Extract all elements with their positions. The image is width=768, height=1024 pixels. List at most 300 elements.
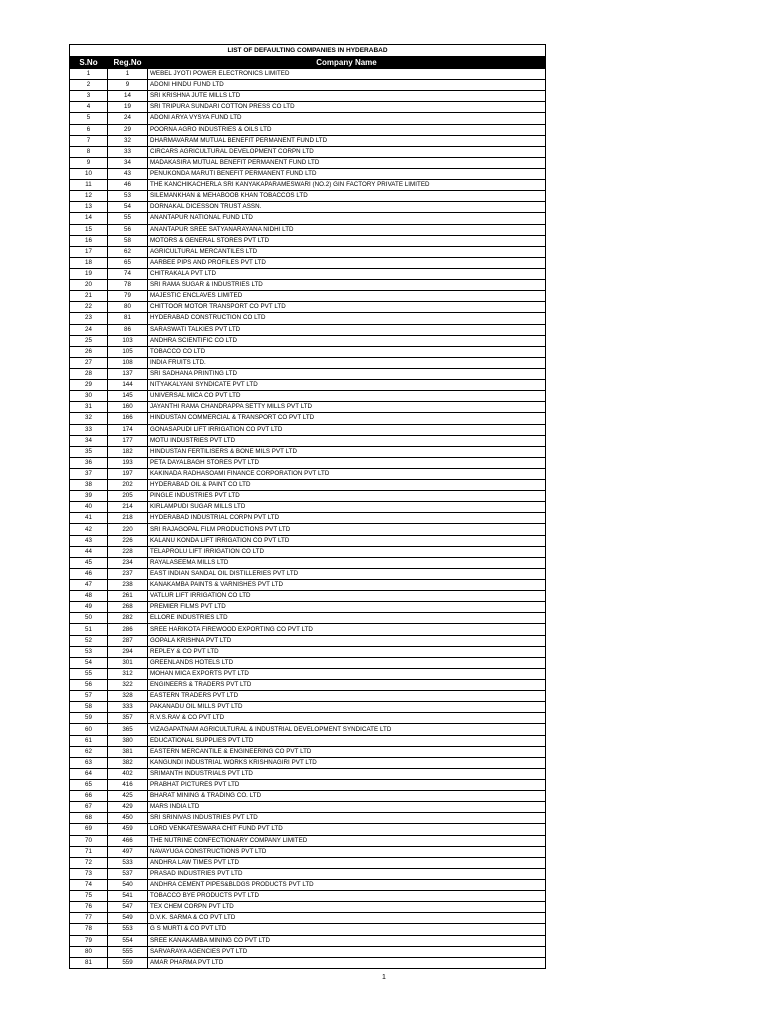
cell-sno: 67	[70, 802, 108, 813]
cell-regno: 108	[108, 357, 148, 368]
table-row	[70, 257, 546, 268]
cell-company-name: SRI RAJAGOPAL FILM PRODUCTIONS PVT LTD	[148, 524, 546, 535]
cell-sno: 25	[70, 335, 108, 346]
cell-sno: 1	[70, 69, 108, 80]
cell-regno: 547	[108, 902, 148, 913]
table-row	[70, 380, 546, 391]
cell-sno: 81	[70, 957, 108, 968]
page-number: 1	[382, 974, 386, 981]
cell-regno: 312	[108, 668, 148, 679]
table-row	[70, 246, 546, 257]
cell-regno: 43	[108, 168, 148, 179]
cell-company-name: MARS INDIA LTD	[148, 802, 546, 813]
table-row	[70, 802, 546, 813]
cell-sno: 17	[70, 246, 108, 257]
cell-company-name: SARVARAYA AGENCIES PVT LTD	[148, 946, 546, 957]
cell-regno: 466	[108, 835, 148, 846]
table-row	[70, 746, 546, 757]
cell-sno: 63	[70, 757, 108, 768]
table-row	[70, 235, 546, 246]
table-row	[70, 913, 546, 924]
cell-sno: 46	[70, 568, 108, 579]
cell-regno: 533	[108, 857, 148, 868]
table-row	[70, 957, 546, 968]
cell-regno: 382	[108, 757, 148, 768]
table-row	[70, 891, 546, 902]
table-row	[70, 757, 546, 768]
cell-company-name: HINDUSTAN COMMERCIAL & TRANSPORT CO PVT LTD	[148, 413, 546, 424]
cell-regno: 19	[108, 102, 148, 113]
cell-company-name: EDUCATIONAL SUPPLIES PVT LTD	[148, 735, 546, 746]
cell-sno: 68	[70, 813, 108, 824]
cell-sno: 3	[70, 91, 108, 102]
cell-sno: 10	[70, 168, 108, 179]
table-row	[70, 135, 546, 146]
cell-sno: 37	[70, 468, 108, 479]
table-row	[70, 468, 546, 479]
table-row	[70, 268, 546, 279]
cell-sno: 6	[70, 124, 108, 135]
table-row	[70, 824, 546, 835]
cell-sno: 40	[70, 502, 108, 513]
cell-sno: 7	[70, 135, 108, 146]
cell-regno: 555	[108, 946, 148, 957]
cell-sno: 41	[70, 513, 108, 524]
cell-company-name: THE KANCHIKACHERLA SRI KANYAKAPARAMESWARI (NO.2) GIN FACTORY PRIVATE LIMITED	[148, 180, 546, 191]
table-row	[70, 491, 546, 502]
cell-regno: 80	[108, 302, 148, 313]
cell-regno: 381	[108, 746, 148, 757]
cell-regno: 81	[108, 313, 148, 324]
table-row	[70, 402, 546, 413]
cell-regno: 286	[108, 624, 148, 635]
table-row	[70, 946, 546, 957]
cell-regno: 29	[108, 124, 148, 135]
cell-company-name: MADAKASIRA MUTUAL BENEFIT PERMANENT FUND LTD	[148, 157, 546, 168]
cell-regno: 144	[108, 380, 148, 391]
cell-sno: 60	[70, 724, 108, 735]
cell-sno: 72	[70, 857, 108, 868]
table-row	[70, 280, 546, 291]
cell-sno: 35	[70, 446, 108, 457]
cell-sno: 70	[70, 835, 108, 846]
cell-sno: 77	[70, 913, 108, 924]
cell-sno: 51	[70, 624, 108, 635]
cell-regno: 459	[108, 824, 148, 835]
cell-company-name: LORD VENKATESWARA CHIT FUND PVT LTD	[148, 824, 546, 835]
cell-company-name: AARBEE PIPS AND PROFILES PVT LTD	[148, 257, 546, 268]
cell-company-name: VIZAGAPATNAM AGRICULTURAL & INDUSTRIAL DEVELOPMENT SYNDICATE LTD	[148, 724, 546, 735]
defaulting-companies-table	[69, 44, 546, 969]
table-row	[70, 657, 546, 668]
cell-sno: 50	[70, 613, 108, 624]
cell-regno: 14	[108, 91, 148, 102]
table-row	[70, 624, 546, 635]
table-body	[70, 69, 546, 969]
table-row	[70, 780, 546, 791]
cell-regno: 429	[108, 802, 148, 813]
cell-regno: 268	[108, 602, 148, 613]
table-row	[70, 69, 546, 80]
cell-company-name: SRIMANTH INDUSTRIALS PVT LTD	[148, 768, 546, 779]
cell-sno: 48	[70, 591, 108, 602]
cell-company-name: GREENLANDS HOTELS LTD	[148, 657, 546, 668]
cell-company-name: GOPALA KRISHNA PVT LTD	[148, 635, 546, 646]
cell-company-name: EASTERN TRADERS PVT LTD	[148, 691, 546, 702]
table-row	[70, 391, 546, 402]
cell-regno: 78	[108, 280, 148, 291]
cell-regno: 46	[108, 180, 148, 191]
table-row	[70, 735, 546, 746]
cell-sno: 65	[70, 780, 108, 791]
cell-sno: 9	[70, 157, 108, 168]
cell-company-name: TELAPROLU LIFT IRRIGATION CO LTD	[148, 546, 546, 557]
cell-sno: 24	[70, 324, 108, 335]
cell-regno: 193	[108, 457, 148, 468]
cell-company-name: TOBACCO CO LTD	[148, 346, 546, 357]
cell-sno: 57	[70, 691, 108, 702]
cell-company-name: PAKANADU OIL MILLS PVT LTD	[148, 702, 546, 713]
cell-sno: 13	[70, 202, 108, 213]
cell-regno: 402	[108, 768, 148, 779]
cell-sno: 15	[70, 224, 108, 235]
cell-regno: 226	[108, 535, 148, 546]
cell-regno: 380	[108, 735, 148, 746]
cell-company-name: ANDHRA LAW TIMES PVT LTD	[148, 857, 546, 868]
table-row	[70, 435, 546, 446]
cell-sno: 76	[70, 902, 108, 913]
cell-regno: 137	[108, 368, 148, 379]
cell-company-name: MOTORS & GENERAL STORES PVT LTD	[148, 235, 546, 246]
cell-sno: 27	[70, 357, 108, 368]
table-row	[70, 546, 546, 557]
table-row	[70, 868, 546, 879]
table-row	[70, 935, 546, 946]
cell-regno: 218	[108, 513, 148, 524]
cell-company-name: TOBACCO BYE PRODUCTS PVT LTD	[148, 891, 546, 902]
table-row	[70, 180, 546, 191]
cell-regno: 365	[108, 724, 148, 735]
table-row	[70, 768, 546, 779]
cell-sno: 74	[70, 879, 108, 890]
cell-company-name: CHITRAKALA PVT LTD	[148, 268, 546, 279]
table-row	[70, 224, 546, 235]
cell-sno: 59	[70, 713, 108, 724]
cell-sno: 69	[70, 824, 108, 835]
cell-regno: 553	[108, 924, 148, 935]
cell-company-name: PETA DAYALBAGH STORES PVT LTD	[148, 457, 546, 468]
cell-sno: 58	[70, 702, 108, 713]
cell-sno: 2	[70, 80, 108, 91]
cell-regno: 9	[108, 80, 148, 91]
cell-company-name: SARASWATI TALKIES PVT LTD	[148, 324, 546, 335]
cell-company-name: NITYAKALYANI SYNDICATE PVT LTD	[148, 380, 546, 391]
cell-company-name: HINDUSTAN FERTILISERS & BONE MILS PVT LTD	[148, 446, 546, 457]
table-row	[70, 446, 546, 457]
cell-sno: 20	[70, 280, 108, 291]
table-row	[70, 302, 546, 313]
cell-company-name: HYDERABAD INDUSTRIAL CORPN PVT LTD	[148, 513, 546, 524]
cell-sno: 66	[70, 791, 108, 802]
cell-regno: 54	[108, 202, 148, 213]
cell-sno: 11	[70, 180, 108, 191]
table-row	[70, 646, 546, 657]
table-row	[70, 591, 546, 602]
cell-regno: 182	[108, 446, 148, 457]
cell-regno: 425	[108, 791, 148, 802]
cell-regno: 416	[108, 780, 148, 791]
cell-company-name: HYDERABAD OIL & PAINT CO LTD	[148, 480, 546, 491]
cell-regno: 220	[108, 524, 148, 535]
cell-regno: 62	[108, 246, 148, 257]
cell-company-name: CHITTOOR MOTOR TRANSPORT CO PVT LTD	[148, 302, 546, 313]
cell-company-name: EASTERN MERCANTILE & ENGINEERING CO PVT LTD	[148, 746, 546, 757]
cell-company-name: ENGINEERS & TRADERS PVT LTD	[148, 680, 546, 691]
table-row	[70, 580, 546, 591]
cell-regno: 301	[108, 657, 148, 668]
cell-company-name: SREE HARIKOTA FIREWOOD EXPORTING CO PVT LTD	[148, 624, 546, 635]
table-row	[70, 313, 546, 324]
cell-company-name: D.V.K. SARMA & CO PVT LTD	[148, 913, 546, 924]
cell-sno: 18	[70, 257, 108, 268]
table-row	[70, 291, 546, 302]
cell-company-name: PRASAD INDUSTRIES PVT LTD	[148, 868, 546, 879]
cell-regno: 328	[108, 691, 148, 702]
table-row	[70, 368, 546, 379]
table-row	[70, 791, 546, 802]
cell-regno: 145	[108, 391, 148, 402]
cell-sno: 61	[70, 735, 108, 746]
table-row	[70, 335, 546, 346]
cell-company-name: SRI SADHANA PRINTING LTD	[148, 368, 546, 379]
column-header-row	[70, 57, 546, 69]
cell-regno: 32	[108, 135, 148, 146]
cell-company-name: ELLORE INDUSTRIES LTD	[148, 613, 546, 624]
cell-sno: 52	[70, 635, 108, 646]
cell-sno: 34	[70, 435, 108, 446]
cell-sno: 62	[70, 746, 108, 757]
cell-company-name: ANDHRA CEMENT PIPES&BLDGS PRODUCTS PVT LTD	[148, 879, 546, 890]
cell-company-name: RAYALASEEMA MILLS LTD	[148, 557, 546, 568]
table-row	[70, 702, 546, 713]
cell-company-name: G S MURTI & CO PVT LTD	[148, 924, 546, 935]
cell-sno: 44	[70, 546, 108, 557]
cell-company-name: UNIVERSAL MICA CO PVT LTD	[148, 391, 546, 402]
table-row	[70, 168, 546, 179]
cell-company-name: KIRLAMPUDI SUGAR MILLS LTD	[148, 502, 546, 513]
cell-regno: 166	[108, 413, 148, 424]
cell-regno: 56	[108, 224, 148, 235]
cell-sno: 33	[70, 424, 108, 435]
cell-company-name: PINGLE INDUSTRIES PVT LTD	[148, 491, 546, 502]
cell-regno: 34	[108, 157, 148, 168]
table-row	[70, 157, 546, 168]
cell-sno: 42	[70, 524, 108, 535]
cell-sno: 30	[70, 391, 108, 402]
table-row	[70, 213, 546, 224]
table-row	[70, 502, 546, 513]
table-row	[70, 524, 546, 535]
cell-sno: 38	[70, 480, 108, 491]
table-row	[70, 202, 546, 213]
column-header-regno: Reg.No	[108, 57, 148, 69]
table-row	[70, 879, 546, 890]
cell-company-name: WEBEL JYOTI POWER ELECTRONICS LIMITED	[148, 69, 546, 80]
cell-company-name: MAJESTIC ENCLAVES LIMITED	[148, 291, 546, 302]
table-row	[70, 924, 546, 935]
cell-regno: 65	[108, 257, 148, 268]
cell-sno: 4	[70, 102, 108, 113]
table-row	[70, 91, 546, 102]
cell-company-name: GONASAPUDI LIFT IRRIGATION CO PVT LTD	[148, 424, 546, 435]
cell-sno: 12	[70, 191, 108, 202]
cell-sno: 31	[70, 402, 108, 413]
cell-regno: 541	[108, 891, 148, 902]
table-row	[70, 724, 546, 735]
cell-company-name: CIRCARS AGRICULTURAL DEVELOPMENT CORPN LTD	[148, 146, 546, 157]
table-row	[70, 635, 546, 646]
table-row	[70, 668, 546, 679]
cell-sno: 73	[70, 868, 108, 879]
cell-sno: 29	[70, 380, 108, 391]
cell-regno: 294	[108, 646, 148, 657]
table-row	[70, 613, 546, 624]
cell-company-name: TEX CHEM CORPN PVT LTD	[148, 902, 546, 913]
cell-regno: 202	[108, 480, 148, 491]
cell-regno: 261	[108, 591, 148, 602]
table-row	[70, 846, 546, 857]
cell-regno: 214	[108, 502, 148, 513]
cell-sno: 55	[70, 668, 108, 679]
cell-regno: 540	[108, 879, 148, 890]
cell-regno: 450	[108, 813, 148, 824]
table-row	[70, 835, 546, 846]
cell-sno: 49	[70, 602, 108, 613]
table-row	[70, 713, 546, 724]
table-row	[70, 680, 546, 691]
cell-company-name: ANDHRA SCIENTIFIC CO LTD	[148, 335, 546, 346]
cell-regno: 86	[108, 324, 148, 335]
table-row	[70, 602, 546, 613]
table-row	[70, 424, 546, 435]
cell-regno: 74	[108, 268, 148, 279]
cell-sno: 53	[70, 646, 108, 657]
cell-sno: 39	[70, 491, 108, 502]
table-row	[70, 513, 546, 524]
cell-company-name: MOHAN MICA EXPORTS PVT LTD	[148, 668, 546, 679]
cell-regno: 537	[108, 868, 148, 879]
cell-sno: 32	[70, 413, 108, 424]
cell-sno: 5	[70, 113, 108, 124]
cell-regno: 105	[108, 346, 148, 357]
table-row	[70, 124, 546, 135]
cell-company-name: SRI TRIPURA SUNDARI COTTON PRESS CO LTD	[148, 102, 546, 113]
cell-sno: 56	[70, 680, 108, 691]
table-row	[70, 457, 546, 468]
cell-company-name: DHARMAVARAM MUTUAL BENEFIT PERMANENT FUND LTD	[148, 135, 546, 146]
cell-company-name: AGRICULTURAL MERCANTILES LTD	[148, 246, 546, 257]
table-row	[70, 568, 546, 579]
cell-regno: 33	[108, 146, 148, 157]
cell-company-name: PENUKONDA MARUTI BENEFIT PERMANENT FUND LTD	[148, 168, 546, 179]
cell-regno: 177	[108, 435, 148, 446]
cell-company-name: KANGUNDI INDUSTRIAL WORKS KRISHNAGIRI PVT LTD	[148, 757, 546, 768]
cell-regno: 549	[108, 913, 148, 924]
table-row	[70, 902, 546, 913]
cell-regno: 103	[108, 335, 148, 346]
cell-regno: 238	[108, 580, 148, 591]
column-header-company-name: Company Name	[148, 57, 546, 69]
cell-company-name: SILEMANKHAN & MEHABOOB KHAN TOBACCOS LTD	[148, 191, 546, 202]
cell-regno: 333	[108, 702, 148, 713]
table-row	[70, 535, 546, 546]
cell-company-name: VATLUR LIFT IRRIGATION CO LTD	[148, 591, 546, 602]
cell-sno: 45	[70, 557, 108, 568]
cell-sno: 8	[70, 146, 108, 157]
cell-regno: 282	[108, 613, 148, 624]
cell-company-name: SREE KANAKAMBA MINING CO PVT LTD	[148, 935, 546, 946]
cell-sno: 78	[70, 924, 108, 935]
cell-company-name: SRI SRINIVAS INDUSTRIES PVT LTD	[148, 813, 546, 824]
cell-company-name: EAST INDIAN SANDAL OIL DISTILLERIES PVT LTD	[148, 568, 546, 579]
cell-sno: 47	[70, 580, 108, 591]
column-header-sno: S.No	[70, 57, 108, 69]
cell-company-name: HYDERABAD CONSTRUCTION CO LTD	[148, 313, 546, 324]
cell-company-name: R.V.S.RAV & CO PVT LTD	[148, 713, 546, 724]
cell-sno: 23	[70, 313, 108, 324]
cell-regno: 24	[108, 113, 148, 124]
cell-company-name: ADONI HINDU FUND LTD	[148, 80, 546, 91]
cell-regno: 559	[108, 957, 148, 968]
cell-company-name: SRI KRISHNA JUTE MILLS LTD	[148, 91, 546, 102]
cell-sno: 28	[70, 368, 108, 379]
cell-sno: 80	[70, 946, 108, 957]
table-row	[70, 357, 546, 368]
cell-regno: 205	[108, 491, 148, 502]
cell-regno: 322	[108, 680, 148, 691]
cell-sno: 14	[70, 213, 108, 224]
table-row	[70, 324, 546, 335]
cell-sno: 36	[70, 457, 108, 468]
table-row	[70, 691, 546, 702]
cell-company-name: DORNAKAL DICESSON TRUST ASSN.	[148, 202, 546, 213]
cell-company-name: PREMIER FILMS PVT LTD	[148, 602, 546, 613]
table-row	[70, 557, 546, 568]
cell-sno: 16	[70, 235, 108, 246]
table-row	[70, 191, 546, 202]
table-row	[70, 113, 546, 124]
cell-company-name: ANANTAPUR SREE SATYANARAYANA NIDHI LTD	[148, 224, 546, 235]
cell-regno: 554	[108, 935, 148, 946]
cell-sno: 26	[70, 346, 108, 357]
cell-company-name: JAYANTHI RAMA CHANDRAPPA SETTY MILLS PVT LTD	[148, 402, 546, 413]
cell-company-name: BHARAT MINING & TRADING CO. LTD	[148, 791, 546, 802]
cell-sno: 43	[70, 535, 108, 546]
cell-sno: 79	[70, 935, 108, 946]
cell-regno: 497	[108, 846, 148, 857]
cell-company-name: PRABHAT PICTURES PVT LTD	[148, 780, 546, 791]
cell-regno: 174	[108, 424, 148, 435]
cell-sno: 22	[70, 302, 108, 313]
cell-sno: 19	[70, 268, 108, 279]
cell-company-name: AMAR PHARMA PVT LTD	[148, 957, 546, 968]
cell-regno: 160	[108, 402, 148, 413]
table-row	[70, 413, 546, 424]
cell-company-name: REPLEY & CO PVT LTD	[148, 646, 546, 657]
cell-sno: 21	[70, 291, 108, 302]
table-title: LIST OF DEFAULTING COMPANIES IN HYDERABAD	[70, 45, 546, 57]
table-row	[70, 480, 546, 491]
